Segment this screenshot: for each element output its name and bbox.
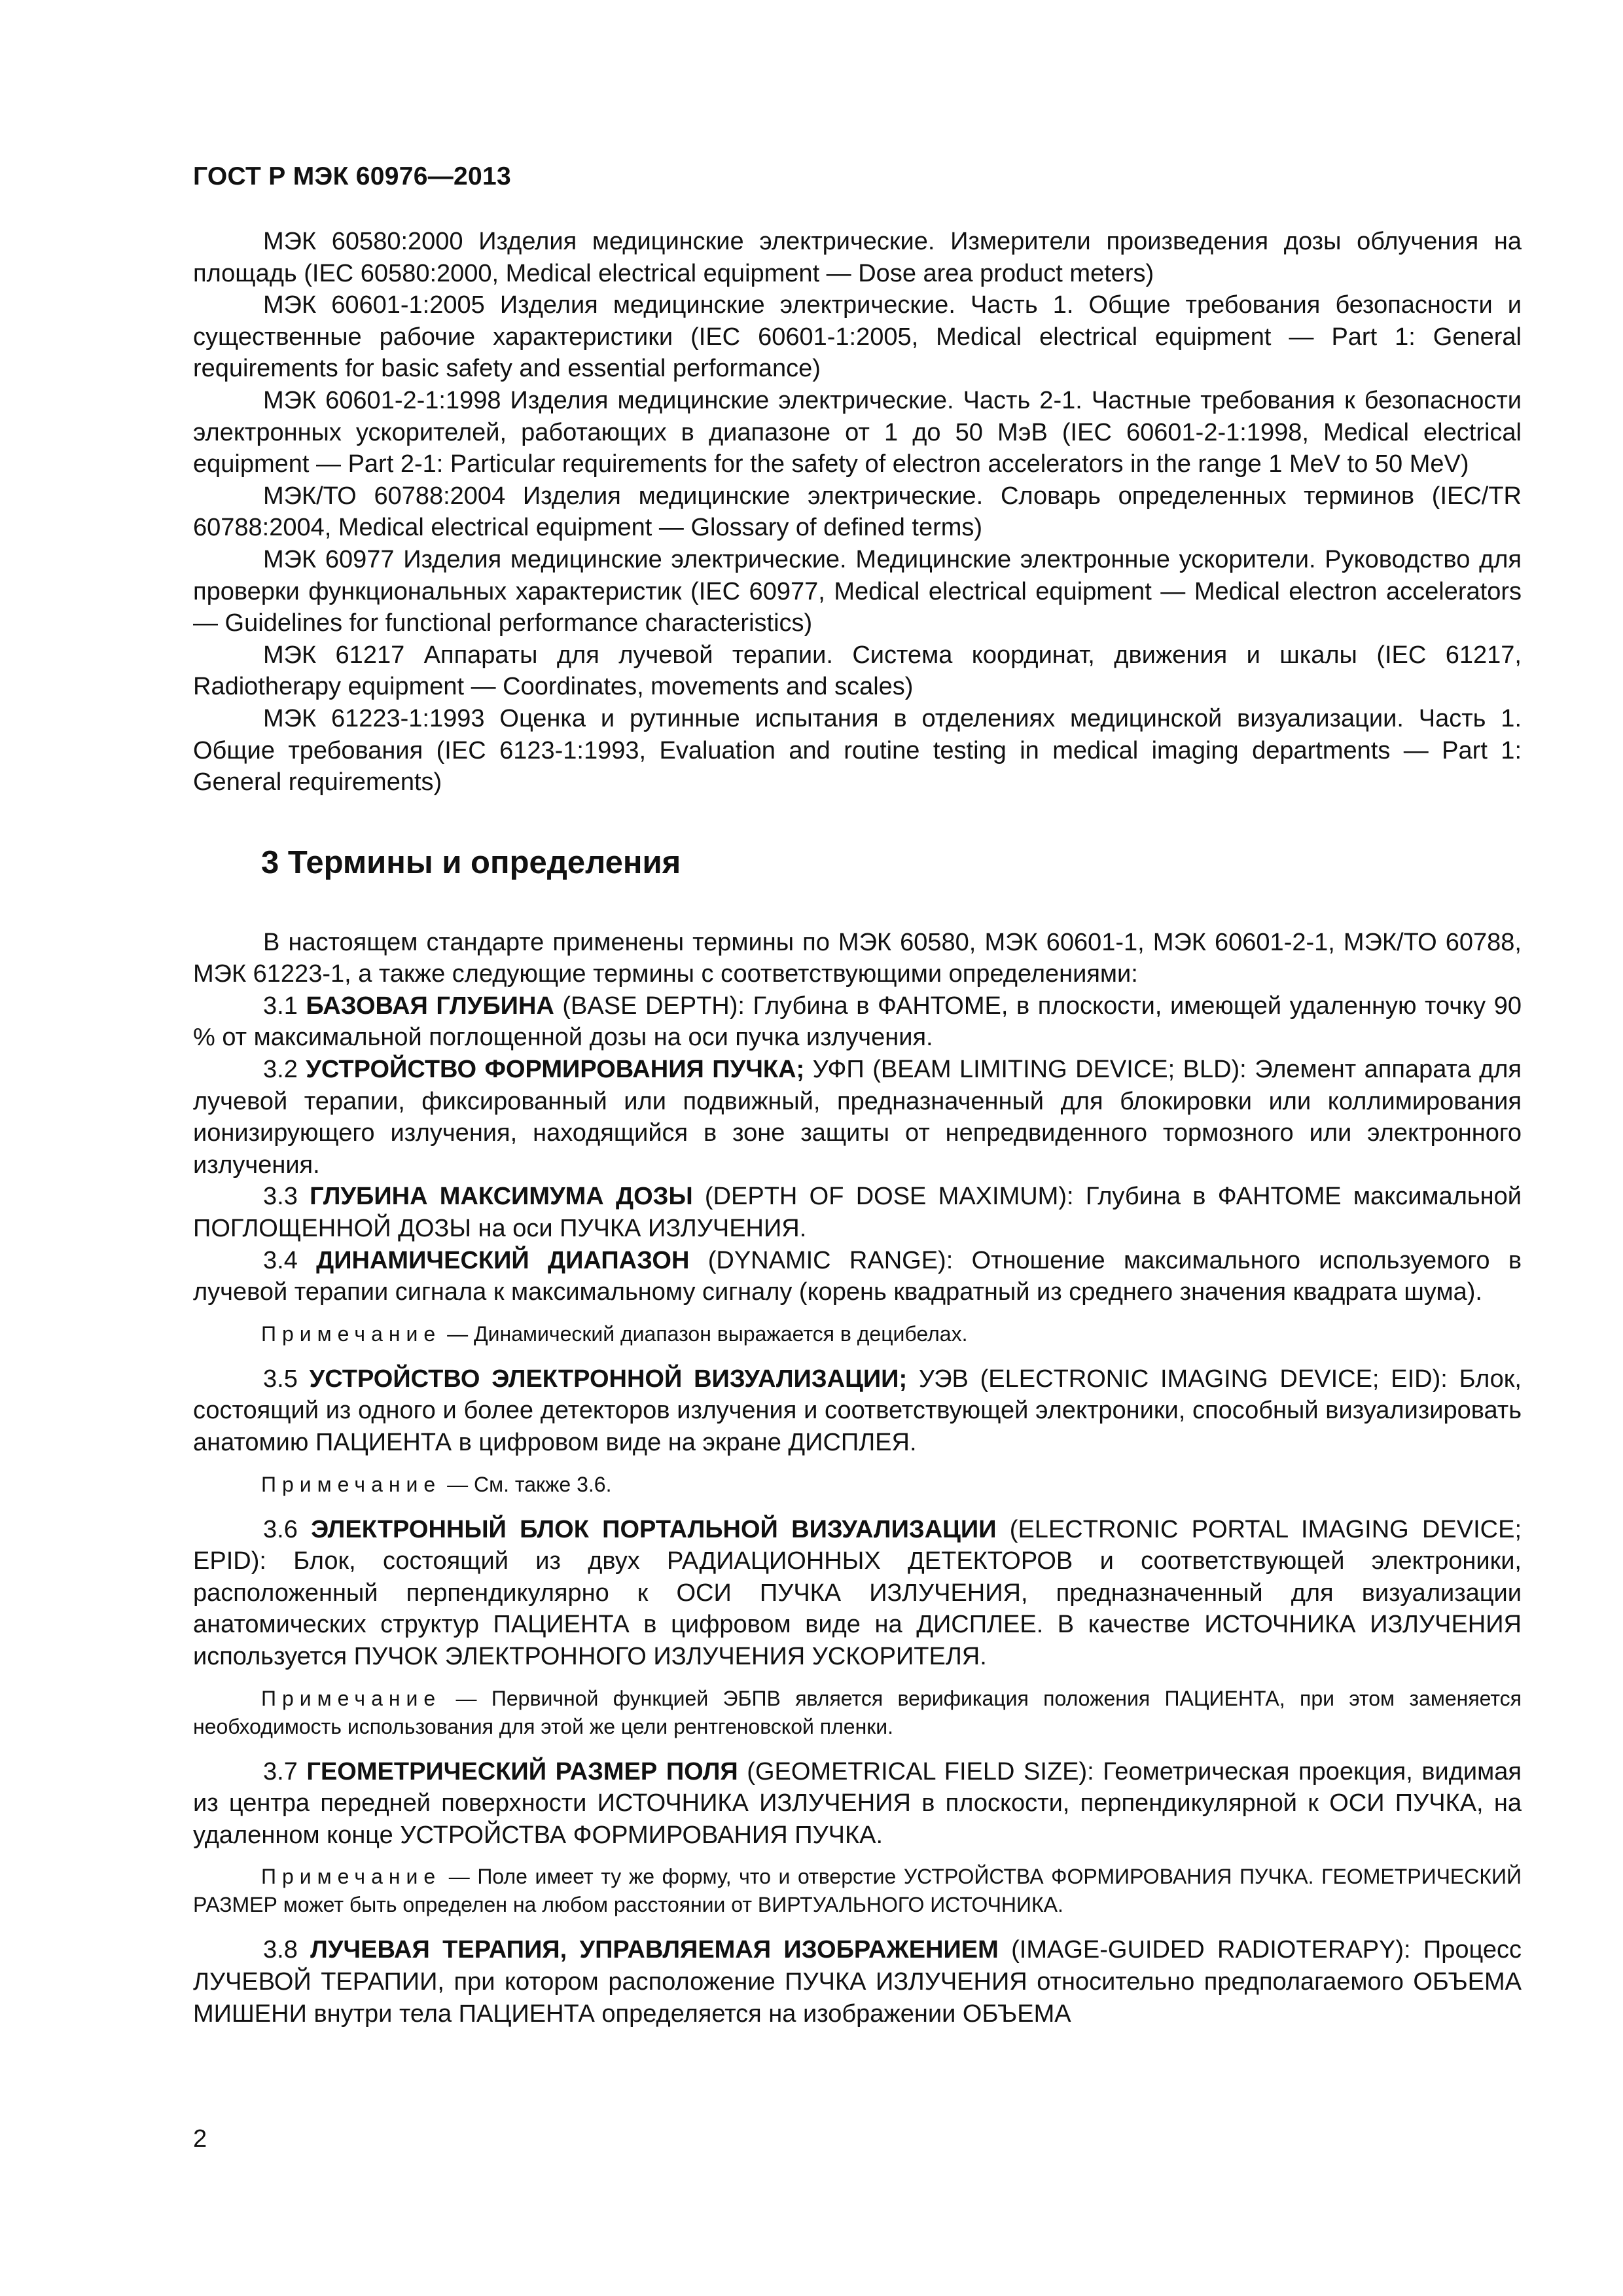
section-title: 3 Термины и определения [261,844,681,880]
term-note [193,1863,1522,1919]
term-number: 3.6 [263,1515,298,1543]
page-number: 2 [193,2125,207,2153]
term-definition [193,1934,1522,2030]
term-text: УФП (BEAM LIMITING DEVICE; BLD): Элемент аппарата для лучевой терапии, фиксированный или подвижный, предназначенный для блокировки или коллимирования ионизирующего излучения, находящийся в зоне защиты от непредвиденного тормозного или электронного излучения. [193,1056,1522,1179]
term-number: 3.7 [263,1757,298,1785]
term-name: ДИНАМИЧЕСКИЙ ДИАПАЗОН [316,1246,690,1274]
term-name: БАЗОВАЯ ГЛУБИНА [306,992,554,1020]
note-text: — См. также 3.6. [441,1472,612,1496]
term-text: (DEPTH OF DOSE MAXIMUM): Глубина в ФАНТОМЕ максимальной ПОГЛОЩЕННОЙ ДОЗЫ на оси ПУЧКА ИЗЛУЧЕНИЯ. [193,1183,1522,1243]
reference-item: МЭК 61217 Аппараты для лучевой терапии. Система координат, движения и шкалы (IEC 61217, Radiotherapy equipment — Coordinates, movements and scales) [193,641,1522,701]
reference-item: МЭК 61223-1:1993 Оценка и рутинные испытания в отделениях медицинской визуализации. Часть 1. Общие требования (IEC 6123-1:1993, Evaluation and routine testing in medical imaging departments — Part 1: General requirements) [193,704,1522,797]
term-text: (GEOMETRICAL FIELD SIZE): Геометрическая проекция, видимая из центра передней поверхности ИСТОЧНИКА ИЗЛУЧЕНИЯ в плоскости, перпендикулярной к ОСИ ПУЧКА, на удаленном конце УСТРОЙСТВА ФОРМИРОВАНИЯ ПУЧКА. [193,1757,1522,1849]
term-note [193,1685,1522,1741]
term-name: УСТРОЙСТВО ФОРМИРОВАНИЯ ПУЧКА; [306,1056,805,1084]
note-label: Примечание [261,1686,442,1710]
term-definition [193,1054,1522,1181]
term-name: ЛУЧЕВАЯ ТЕРАПИЯ, УПРАВЛЯЕМАЯ ИЗОБРАЖЕНИЕМ [310,1936,999,1964]
reference-item: МЭК 60977 Изделия медицинские электрические. Медицинские электронные ускорители. Руководство для проверки функциональных характеристик (IEC 60977, Medical electrical equipment — Medical electron accelerators — Guidelines for functional performance characteristics) [193,545,1522,637]
term-number: 3.8 [263,1936,298,1964]
term-name: ГЕОМЕТРИЧЕСКИЙ РАЗМЕР ПОЛЯ [306,1757,738,1785]
term-number: 3.3 [263,1183,298,1211]
term-number: 3.2 [263,1056,298,1084]
note-label: Примечание [261,1321,442,1346]
term-definition [193,1245,1522,1308]
reference-item: МЭК 60601-2-1:1998 Изделия медицинские электрические. Часть 2-1. Частные требования к безопасности электронных ускорителей, работающих в диапазоне от 1 до 50 МэВ (IEC 60601-2-1:1998, Medical electrical equipment — Part 2-1: Particular requirements for the safety of electron accelerators in the range 1 MeV to 50 MeV) [193,386,1522,478]
term-text: (ELECTRONIC PORTAL IMAGING DEVICE; EPID): Блок, состоящий из двух РАДИАЦИОННЫХ ДЕТЕКТОРОВ и соответствующей электроники, расположенный перпендикулярно к ОСИ ПУЧКА ИЗЛУЧЕНИЯ, предназначенный для визуализации анатомических структур ПАЦИЕНТА в цифровом виде на ДИСПЛЕЕ. В качестве ИСТОЧНИКА ИЗЛУЧЕНИЯ используется ПУЧОК ЭЛЕКТРОННОГО ИЗЛУЧЕНИЯ УСКОРИТЕЛЯ. [193,1515,1522,1670]
term-definition [193,1514,1522,1673]
term-definition [193,990,1522,1054]
term-number: 3.5 [263,1365,298,1393]
term-definition [193,1756,1522,1852]
term-number: 3.4 [263,1246,298,1274]
term-note [193,1471,1522,1499]
reference-item: МЭК/ТО 60788:2004 Изделия медицинские электрические. Словарь определенных терминов (IEC/TR 60788:2004, Medical electrical equipment — Glossary of defined terms) [193,482,1522,542]
term-number: 3.1 [263,992,298,1020]
note-text: — Динамический диапазон выражается в децибелах. [441,1321,968,1346]
document-body [193,226,1522,2030]
term-note [193,1320,1522,1348]
note-label: Примечание [261,1472,442,1496]
term-text: (BASE DEPTH): Глубина в ФАНТОМЕ, в плоскости, имеющей удаленную точку 90 % от максимальной поглощенной дозы на оси пучка излучения. [193,992,1522,1052]
term-name: ГЛУБИНА МАКСИМУМА ДОЗЫ [310,1183,693,1211]
note-text: — Первичной функцией ЭБПВ является верификация положения ПАЦИЕНТА, при этом заменяется необходимость использования для этой же цели рентгеновской пленки. [193,1686,1522,1738]
document-header: ГОСТ Р МЭК 60976—2013 [193,162,512,190]
term-text: УЭВ (ELECTRONIC IMAGING DEVICE; EID): Блок, состоящий из одного и более детекторов излучения и соответствующей электроники, способный визуализировать анатомию ПАЦИЕНТА в цифровом виде на экране ДИСПЛЕЯ. [193,1365,1522,1456]
term-name: УСТРОЙСТВО ЭЛЕКТРОННОЙ ВИЗУАЛИЗАЦИИ; [309,1365,908,1393]
term-text: (IMAGE-GUIDED RADIOTERAPY): Процесс ЛУЧЕВОЙ ТЕРАПИИ, при котором расположение ПУЧКА ИЗЛУЧЕНИЯ относительно предполагаемого ОБЪЕМА МИШЕНИ внутри тела ПАЦИЕНТА определяется на изображении ОБЪЕМА [193,1936,1522,2028]
term-definition [193,1181,1522,1244]
term-text: (DYNAMIC RANGE): Отношение максимального используемого в лучевой терапии сигнала к максимальному сигналу (корень квадратный из среднего значения квадрата шума). [193,1246,1522,1306]
reference-item: МЭК 60580:2000 Изделия медицинские электрические. Измерители произведения дозы облучения на площадь (IEC 60580:2000, Medical electrical equipment — Dose area product meters) [193,228,1522,287]
term-definition [193,1363,1522,1459]
reference-item: МЭК 60601-1:2005 Изделия медицинские электрические. Часть 1. Общие требования безопасности и существенные рабочие характеристики (IEC 60601-1:2005, Medical electrical equipment — Part 1: General requirements for basic safety and essential performance) [193,291,1522,383]
term-name: ЭЛЕКТРОННЫЙ БЛОК ПОРТАЛЬНОЙ ВИЗУАЛИЗАЦИИ [311,1515,997,1543]
section-intro: В настоящем стандарте применены термины по МЭК 60580, МЭК 60601-1, МЭК 60601-2-1, МЭК/ТО 60788, МЭК 61223-1, а также следующие термины с соответствующими определениями: [193,928,1522,988]
note-label: Примечание [261,1865,442,1889]
note-text: — Поле имеет ту же форму, что и отверстие УСТРОЙСТВА ФОРМИРОВАНИЯ ПУЧКА. ГЕОМЕТРИЧЕСКИЙ РАЗМЕР может быть определен на любом расстоянии от ВИРТУАЛЬНОГО ИСТОЧНИКА. [193,1865,1522,1917]
